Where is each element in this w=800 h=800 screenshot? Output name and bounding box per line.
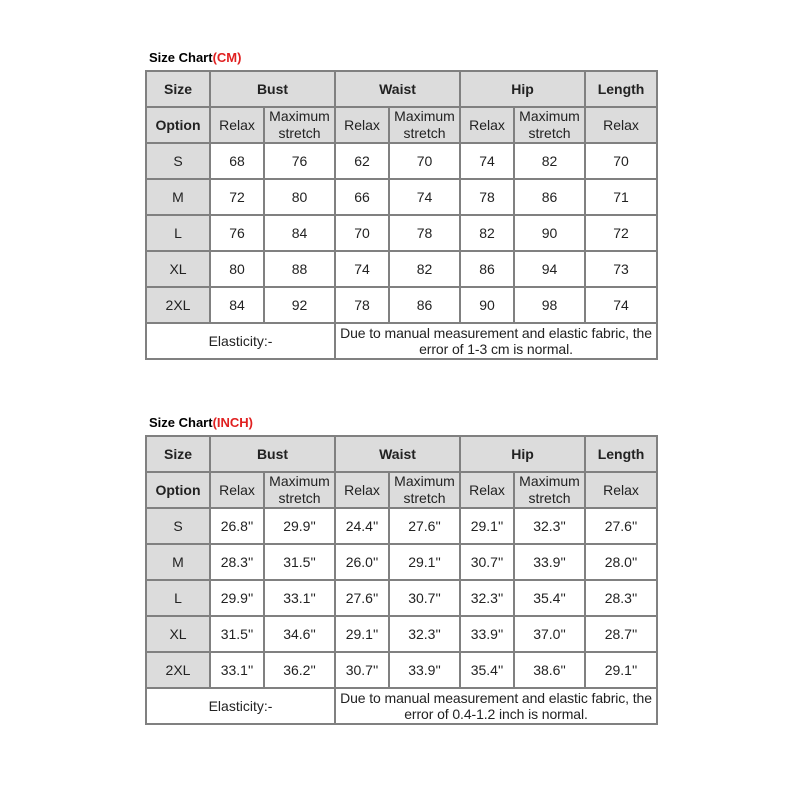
value-cell: 36.2'' (264, 652, 335, 688)
value-cell: 78 (389, 215, 460, 251)
option-header: Option (146, 107, 210, 143)
size-header: Size (146, 71, 210, 107)
value-cell: 33.9'' (514, 544, 585, 580)
max-stretch-subheader: Maximum stretch (514, 107, 585, 143)
size-cell: M (146, 179, 210, 215)
size-cell: XL (146, 251, 210, 287)
value-cell: 74 (460, 143, 514, 179)
value-cell: 76 (210, 215, 264, 251)
value-cell: 35.4'' (514, 580, 585, 616)
value-cell: 82 (389, 251, 460, 287)
table-row (146, 616, 657, 652)
table-row (146, 143, 657, 179)
value-cell: 78 (335, 287, 389, 323)
chart-title-text: Size Chart (149, 415, 213, 430)
value-cell: 86 (389, 287, 460, 323)
relax-subheader: Relax (460, 472, 514, 508)
value-cell: 27.6'' (335, 580, 389, 616)
value-cell: 74 (335, 251, 389, 287)
relax-subheader: Relax (210, 107, 264, 143)
value-cell: 94 (514, 251, 585, 287)
size-cell: M (146, 544, 210, 580)
value-cell: 24.4'' (335, 508, 389, 544)
value-cell: 72 (210, 179, 264, 215)
relax-subheader: Relax (585, 472, 657, 508)
size-header: Size (146, 436, 210, 472)
bust-header: Bust (210, 71, 335, 107)
value-cell: 26.0'' (335, 544, 389, 580)
value-cell: 38.6'' (514, 652, 585, 688)
measurement-note: Due to manual measurement and elastic fabric, the error of 0.4-1.2 inch is normal. (335, 688, 657, 724)
value-cell: 28.3'' (210, 544, 264, 580)
table-row (146, 251, 657, 287)
value-cell: 71 (585, 179, 657, 215)
value-cell: 80 (210, 251, 264, 287)
chart-title-text: Size Chart (149, 50, 213, 65)
waist-header: Waist (335, 71, 460, 107)
value-cell: 27.6'' (585, 508, 657, 544)
value-cell: 28.7'' (585, 616, 657, 652)
value-cell: 33.1'' (210, 652, 264, 688)
value-cell: 29.1'' (585, 652, 657, 688)
value-cell: 62 (335, 143, 389, 179)
elasticity-label: Elasticity:- (146, 323, 335, 359)
value-cell: 66 (335, 179, 389, 215)
value-cell: 34.6'' (264, 616, 335, 652)
value-cell: 84 (210, 287, 264, 323)
chart-title-cm (149, 48, 656, 70)
relax-subheader: Relax (335, 472, 389, 508)
value-cell: 30.7'' (335, 652, 389, 688)
value-cell: 28.3'' (585, 580, 657, 616)
relax-subheader: Relax (460, 107, 514, 143)
size-table-cm (145, 70, 658, 360)
value-cell: 82 (514, 143, 585, 179)
value-cell: 29.9'' (264, 508, 335, 544)
table-row (146, 287, 657, 323)
size-table-inch (145, 435, 658, 725)
value-cell: 84 (264, 215, 335, 251)
value-cell: 29.1'' (460, 508, 514, 544)
value-cell: 68 (210, 143, 264, 179)
waist-header: Waist (335, 436, 460, 472)
hip-header: Hip (460, 436, 585, 472)
value-cell: 35.4'' (460, 652, 514, 688)
size-cell: L (146, 580, 210, 616)
value-cell: 76 (264, 143, 335, 179)
length-header: Length (585, 71, 657, 107)
value-cell: 88 (264, 251, 335, 287)
relax-subheader: Relax (585, 107, 657, 143)
value-cell: 74 (585, 287, 657, 323)
table-row (146, 179, 657, 215)
table-row (146, 508, 657, 544)
value-cell: 82 (460, 215, 514, 251)
chart-unit: (INCH) (212, 415, 254, 430)
value-cell: 30.7'' (389, 580, 460, 616)
size-chart-cm (145, 48, 656, 360)
table-row (146, 652, 657, 688)
value-cell: 32.3'' (514, 508, 585, 544)
value-cell: 86 (460, 251, 514, 287)
value-cell: 26.8'' (210, 508, 264, 544)
size-cell: 2XL (146, 287, 210, 323)
value-cell: 29.1'' (335, 616, 389, 652)
value-cell: 92 (264, 287, 335, 323)
max-stretch-subheader: Maximum stretch (264, 107, 335, 143)
value-cell: 33.9'' (460, 616, 514, 652)
value-cell: 70 (335, 215, 389, 251)
size-cell: 2XL (146, 652, 210, 688)
max-stretch-subheader: Maximum stretch (389, 472, 460, 508)
value-cell: 80 (264, 179, 335, 215)
relax-subheader: Relax (335, 107, 389, 143)
value-cell: 90 (514, 215, 585, 251)
value-cell: 74 (389, 179, 460, 215)
value-cell: 33.1'' (264, 580, 335, 616)
value-cell: 90 (460, 287, 514, 323)
value-cell: 72 (585, 215, 657, 251)
table-row (146, 215, 657, 251)
value-cell: 27.6'' (389, 508, 460, 544)
length-header: Length (585, 436, 657, 472)
value-cell: 73 (585, 251, 657, 287)
chart-title-inch (149, 413, 656, 435)
value-cell: 78 (460, 179, 514, 215)
value-cell: 32.3'' (460, 580, 514, 616)
size-cell: S (146, 143, 210, 179)
value-cell: 86 (514, 179, 585, 215)
size-chart-inch (145, 413, 656, 725)
relax-subheader: Relax (210, 472, 264, 508)
value-cell: 31.5'' (264, 544, 335, 580)
size-cell: S (146, 508, 210, 544)
max-stretch-subheader: Maximum stretch (264, 472, 335, 508)
hip-header: Hip (460, 71, 585, 107)
option-header: Option (146, 472, 210, 508)
value-cell: 29.9'' (210, 580, 264, 616)
measurement-note: Due to manual measurement and elastic fabric, the error of 1-3 cm is normal. (335, 323, 657, 359)
size-cell: XL (146, 616, 210, 652)
table-row (146, 580, 657, 616)
value-cell: 37.0'' (514, 616, 585, 652)
value-cell: 31.5'' (210, 616, 264, 652)
bust-header: Bust (210, 436, 335, 472)
value-cell: 30.7'' (460, 544, 514, 580)
value-cell: 33.9'' (389, 652, 460, 688)
size-cell: L (146, 215, 210, 251)
table-row (146, 544, 657, 580)
value-cell: 32.3'' (389, 616, 460, 652)
value-cell: 70 (389, 143, 460, 179)
max-stretch-subheader: Maximum stretch (514, 472, 585, 508)
max-stretch-subheader: Maximum stretch (389, 107, 460, 143)
elasticity-label: Elasticity:- (146, 688, 335, 724)
value-cell: 98 (514, 287, 585, 323)
value-cell: 70 (585, 143, 657, 179)
chart-unit: (CM) (212, 50, 242, 65)
value-cell: 29.1'' (389, 544, 460, 580)
value-cell: 28.0'' (585, 544, 657, 580)
